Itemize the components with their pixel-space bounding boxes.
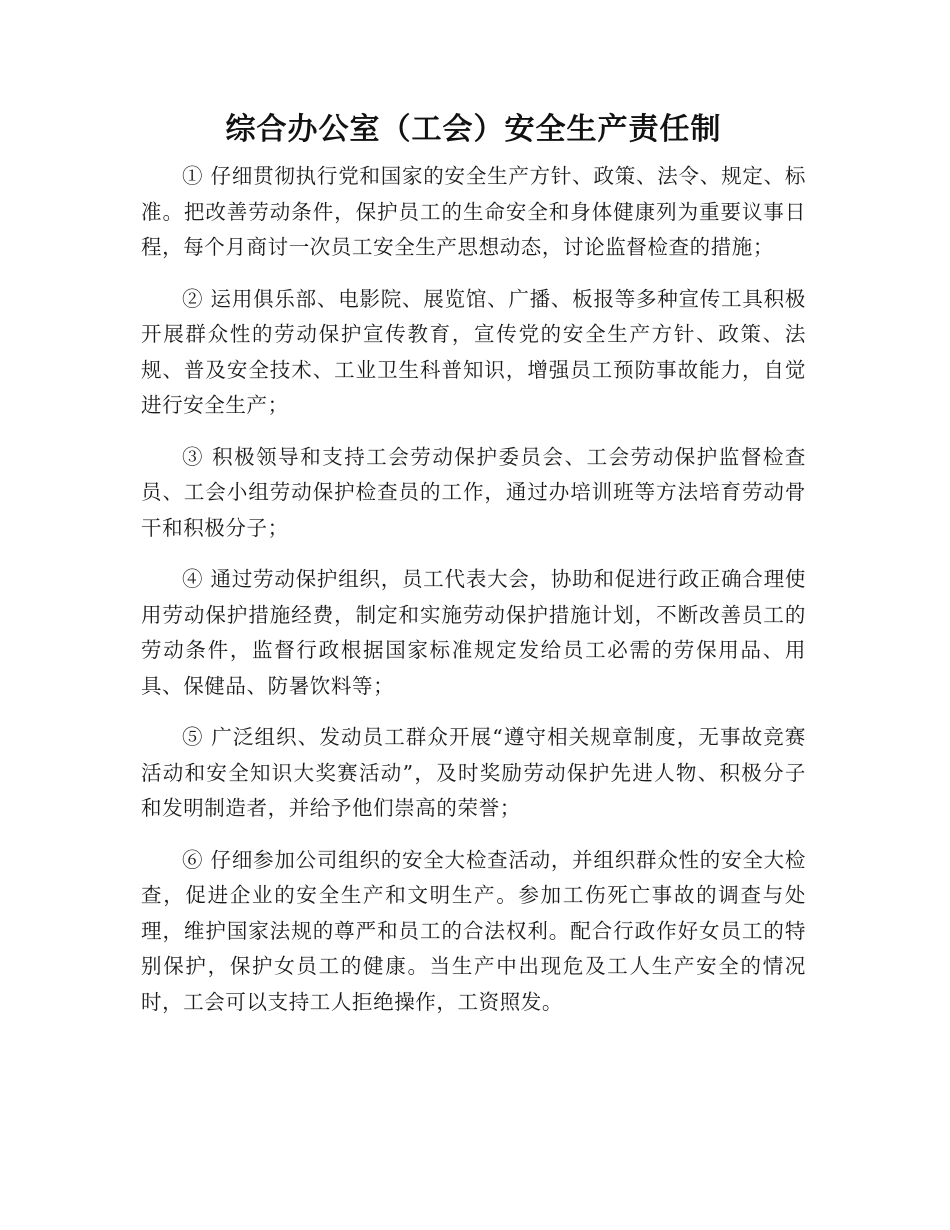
paragraph-3: ③ 积极领导和支持工会劳动保护委员会、工会劳动保护监督检查员、工会小组劳动保护检查员的工作，通过办培训班等方法培育劳动骨干和积极分子； (141, 444, 806, 540)
paragraph-5: ⑤ 广泛组织、发动员工群众开展“遵守相关规章制度，无事故竞赛活动和安全知识大奖赛活动”，及时奖励劳动保护先进人物、积极分子和发明制造者，并给予他们崇高的荣誉； (141, 725, 806, 820)
paragraph-2: ② 运用俱乐部、电影院、展览馆、广播、板报等多种宣传工具积极开展群众性的劳动保护宣传教育，宣传党的安全生产方针、政策、法规、普及安全技术、工业卫生科普知识，增强员工预防事故能力，自觉进行安全生产； (141, 286, 806, 417)
paragraph-6: ⑥ 仔细参加公司组织的安全大检查活动，并组织群众性的安全大检查，促进企业的安全生产和文明生产。参加工伤死亡事故的调查与处理，维护国家法规的尊严和员工的合法权利。配合行政作好女员工的特别保护，保护女员工的健康。当生产中出现危及工人生产安全的情况时，工会可以支持工人拒绝操作，工资照发。 (141, 847, 806, 1014)
document-title: 综合办公室（工会）安全生产责任制 (225, 112, 722, 147)
paragraph-4: ④ 通过劳动保护组织，员工代表大会，协助和促进行政正确合理使用劳动保护措施经费，制定和实施劳动保护措施计划，不断改善员工的劳动条件，监督行政根据国家标准规定发给员工必需的劳保用品、用具、保健品、防暑饮料等； (141, 567, 806, 698)
paragraph-1: ① 仔细贯彻执行党和国家的安全生产方针、政策、法令、规定、标准。把改善劳动条件，保护员工的生命安全和身体健康列为重要议事日程，每个月商讨一次员工安全生产思想动态，讨论监督检查的措施； (141, 164, 806, 259)
